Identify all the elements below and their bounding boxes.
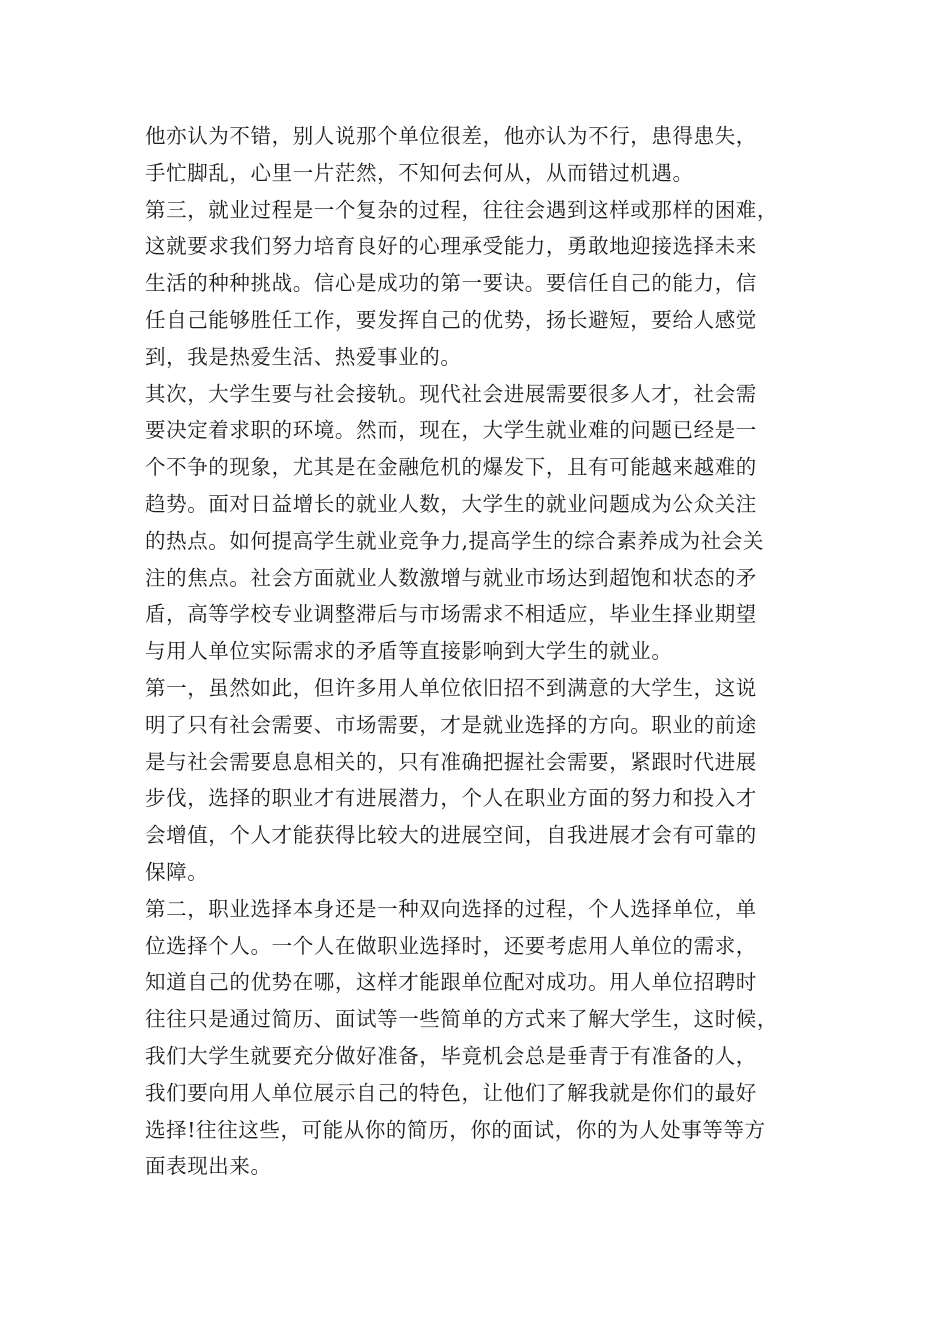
text-line: 第三，就业过程是一个复杂的过程，往往会遇到这样或那样的困难， <box>145 197 778 222</box>
text-line: 第一，虽然如此，但许多用人单位依旧招不到满意的大学生，这说 <box>145 675 757 700</box>
text-line: 保障。 <box>145 859 209 884</box>
text-line: 的热点。如何提高学生就业竞争力,提高学生的综合素养成为社会关 <box>145 528 765 553</box>
text-line: 会增值，个人才能获得比较大的进展空间，自我进展才会有可靠的 <box>145 823 757 848</box>
body-text <box>145 118 817 1185</box>
text-line: 要决定着求职的环境。然而，现在，大学生就业难的问题已经是一 <box>145 418 757 443</box>
text-line: 他亦认为不错，别人说那个单位很差，他亦认为不行，患得患失， <box>145 124 757 148</box>
text-line: 盾，高等学校专业调整滞后与市场需求不相适应，毕业生择业期望 <box>145 602 757 627</box>
text-line: 生活的种种挑战。信心是成功的第一要诀。要信任自己的能力，信 <box>145 271 757 296</box>
text-line: 是与社会需要息息相关的，只有准确把握社会需要，紧跟时代进展 <box>145 749 757 774</box>
text-line: 趋势。面对日益增长的就业人数，大学生的就业问题成为公众关注 <box>145 491 757 516</box>
text-line: 这就要求我们努力培育良好的心理承受能力，勇敢地迎接选择未来 <box>145 234 757 259</box>
text-line: 个不争的现象，尤其是在金融危机的爆发下，且有可能越来越难的 <box>145 455 757 480</box>
text-line: 位选择个人。一个人在做职业选择时，还要考虑用人单位的需求， <box>145 933 757 958</box>
text-line: 第二，职业选择本身还是一种双向选择的过程，个人选择单位，单 <box>145 896 757 921</box>
text-line: 手忙脚乱，心里一片茫然，不知何去何从，从而错过机遇。 <box>145 160 694 185</box>
text-line: 我们大学生就要充分做好准备，毕竟机会总是垂青于有准备的人， <box>145 1043 757 1068</box>
text-line: 我们要向用人单位展示自己的特色，让他们了解我就是你们的最好 <box>145 1080 757 1105</box>
text-line: 面表现出来。 <box>145 1154 272 1179</box>
text-line: 往往只是通过简历、面试等一些简单的方式来了解大学生，这时候， <box>145 1007 778 1032</box>
text-line: 到，我是热爱生活、热爱事业的。 <box>145 344 462 369</box>
text-line: 任自己能够胜任工作，要发挥自己的优势，扬长避短，要给人感觉 <box>145 307 757 332</box>
text-line: 与用人单位实际需求的矛盾等直接影响到大学生的就业。 <box>145 639 673 664</box>
text-line: 知道自己的优势在哪，这样才能跟单位配对成功。用人单位招聘时 <box>145 970 757 995</box>
text-line: 选择!往往这些，可能从你的简历，你的面试，你的为人处事等等方 <box>145 1117 766 1142</box>
text-line: 步伐，选择的职业才有进展潜力，个人在职业方面的努力和投入才 <box>145 786 757 811</box>
text-line: 注的焦点。社会方面就业人数激增与就业市场达到超饱和状态的矛 <box>145 565 757 590</box>
text-line: 其次，大学生要与社会接轨。现代社会进展需要很多人才，社会需 <box>145 381 757 406</box>
text-line: 明了只有社会需要、市场需要，才是就业选择的方向。职业的前途 <box>145 712 757 737</box>
